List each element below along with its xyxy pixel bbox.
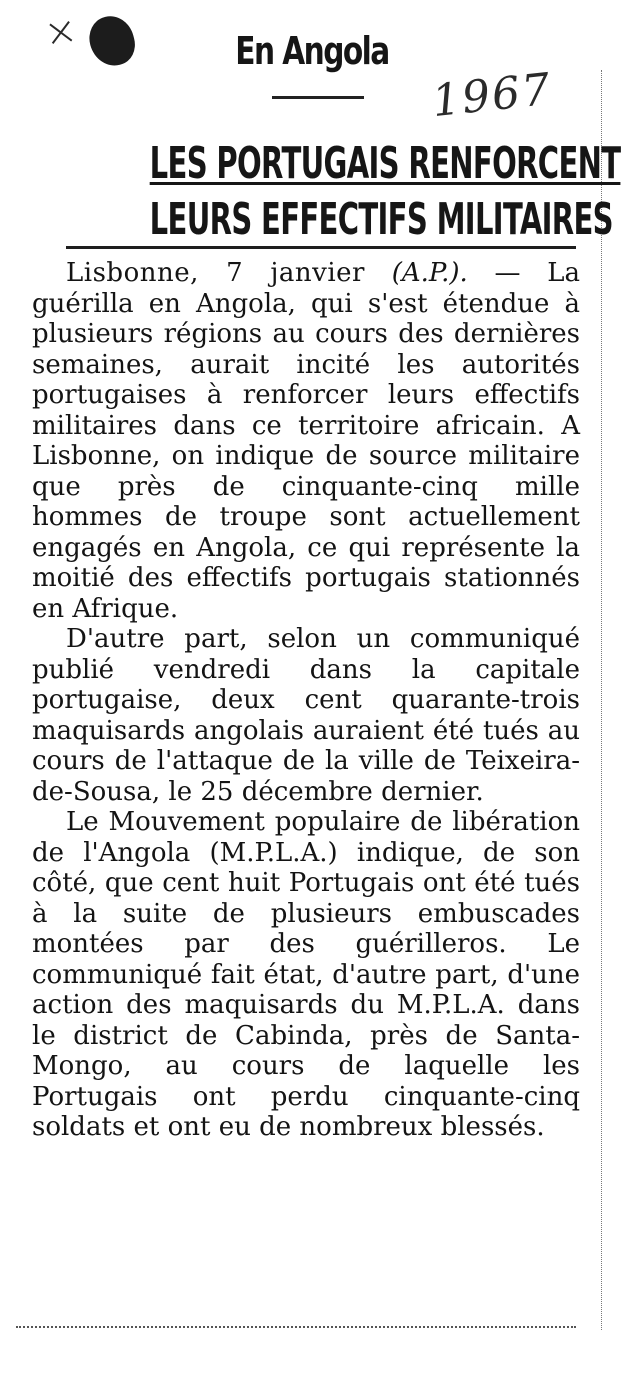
handwritten-year-annotation: 1967 xyxy=(429,63,555,128)
headline xyxy=(64,136,621,248)
headline-line-2: LEURS EFFECTIFS MILITAIRES xyxy=(149,194,613,245)
dateline: Lisbonne, 7 janvier xyxy=(66,258,365,288)
lead-text: — La guérilla en Angola, qui s'est étendue à plusieurs régions au cours des dernières semaines, aurait incité les autorités portugaises à renforcer leurs effectifs militaires dans ce territoire africain. A Lisbonne, on indique de source militaire que près de cinquante-cinq mille hommes de troupe sont actuellement engagés en Angola, ce qui représente la moitié des effectifs portugais stationnés en Afrique. xyxy=(32,258,581,624)
article-paragraph-3: Le Mouvement populaire de libération de l'Angola (M.P.L.A.) indique, de son côté, que cent huit Portugais ont été tués à la suite de plusieurs embuscades montées par des guérilleros. Le communiqué fait état, d'autre part, d'une action des maquisards du M.P.L.A. dans le district de Cabinda, près de Santa-Mongo, au cours de laquelle les Portugais ont perdu cinquante-cinq soldats et ont eu de nombreux blessés. xyxy=(32,807,580,1142)
article-paragraph-2: D'autre part, selon un communiqué publié vendredi dans la capitale portugaise, deux cent quarante-trois maquisards angolais auraient été tués au cours de l'attaque de la ville de Teixeira-de-Sousa, le 25 décembre dernier. xyxy=(32,624,580,807)
article-paragraph-1 xyxy=(32,258,580,624)
section-label: En Angola xyxy=(235,29,389,73)
headline-line-1: LES PORTUGAIS RENFORCENT xyxy=(149,138,621,189)
headline-divider xyxy=(66,246,576,249)
article-body xyxy=(32,258,580,1143)
handwritten-x-mark: × xyxy=(40,6,81,58)
news-agency-tag: (A.P.). xyxy=(391,258,468,288)
paper-edge-right xyxy=(599,70,602,1330)
paper-edge-bottom xyxy=(16,1322,576,1328)
section-divider xyxy=(272,96,364,99)
